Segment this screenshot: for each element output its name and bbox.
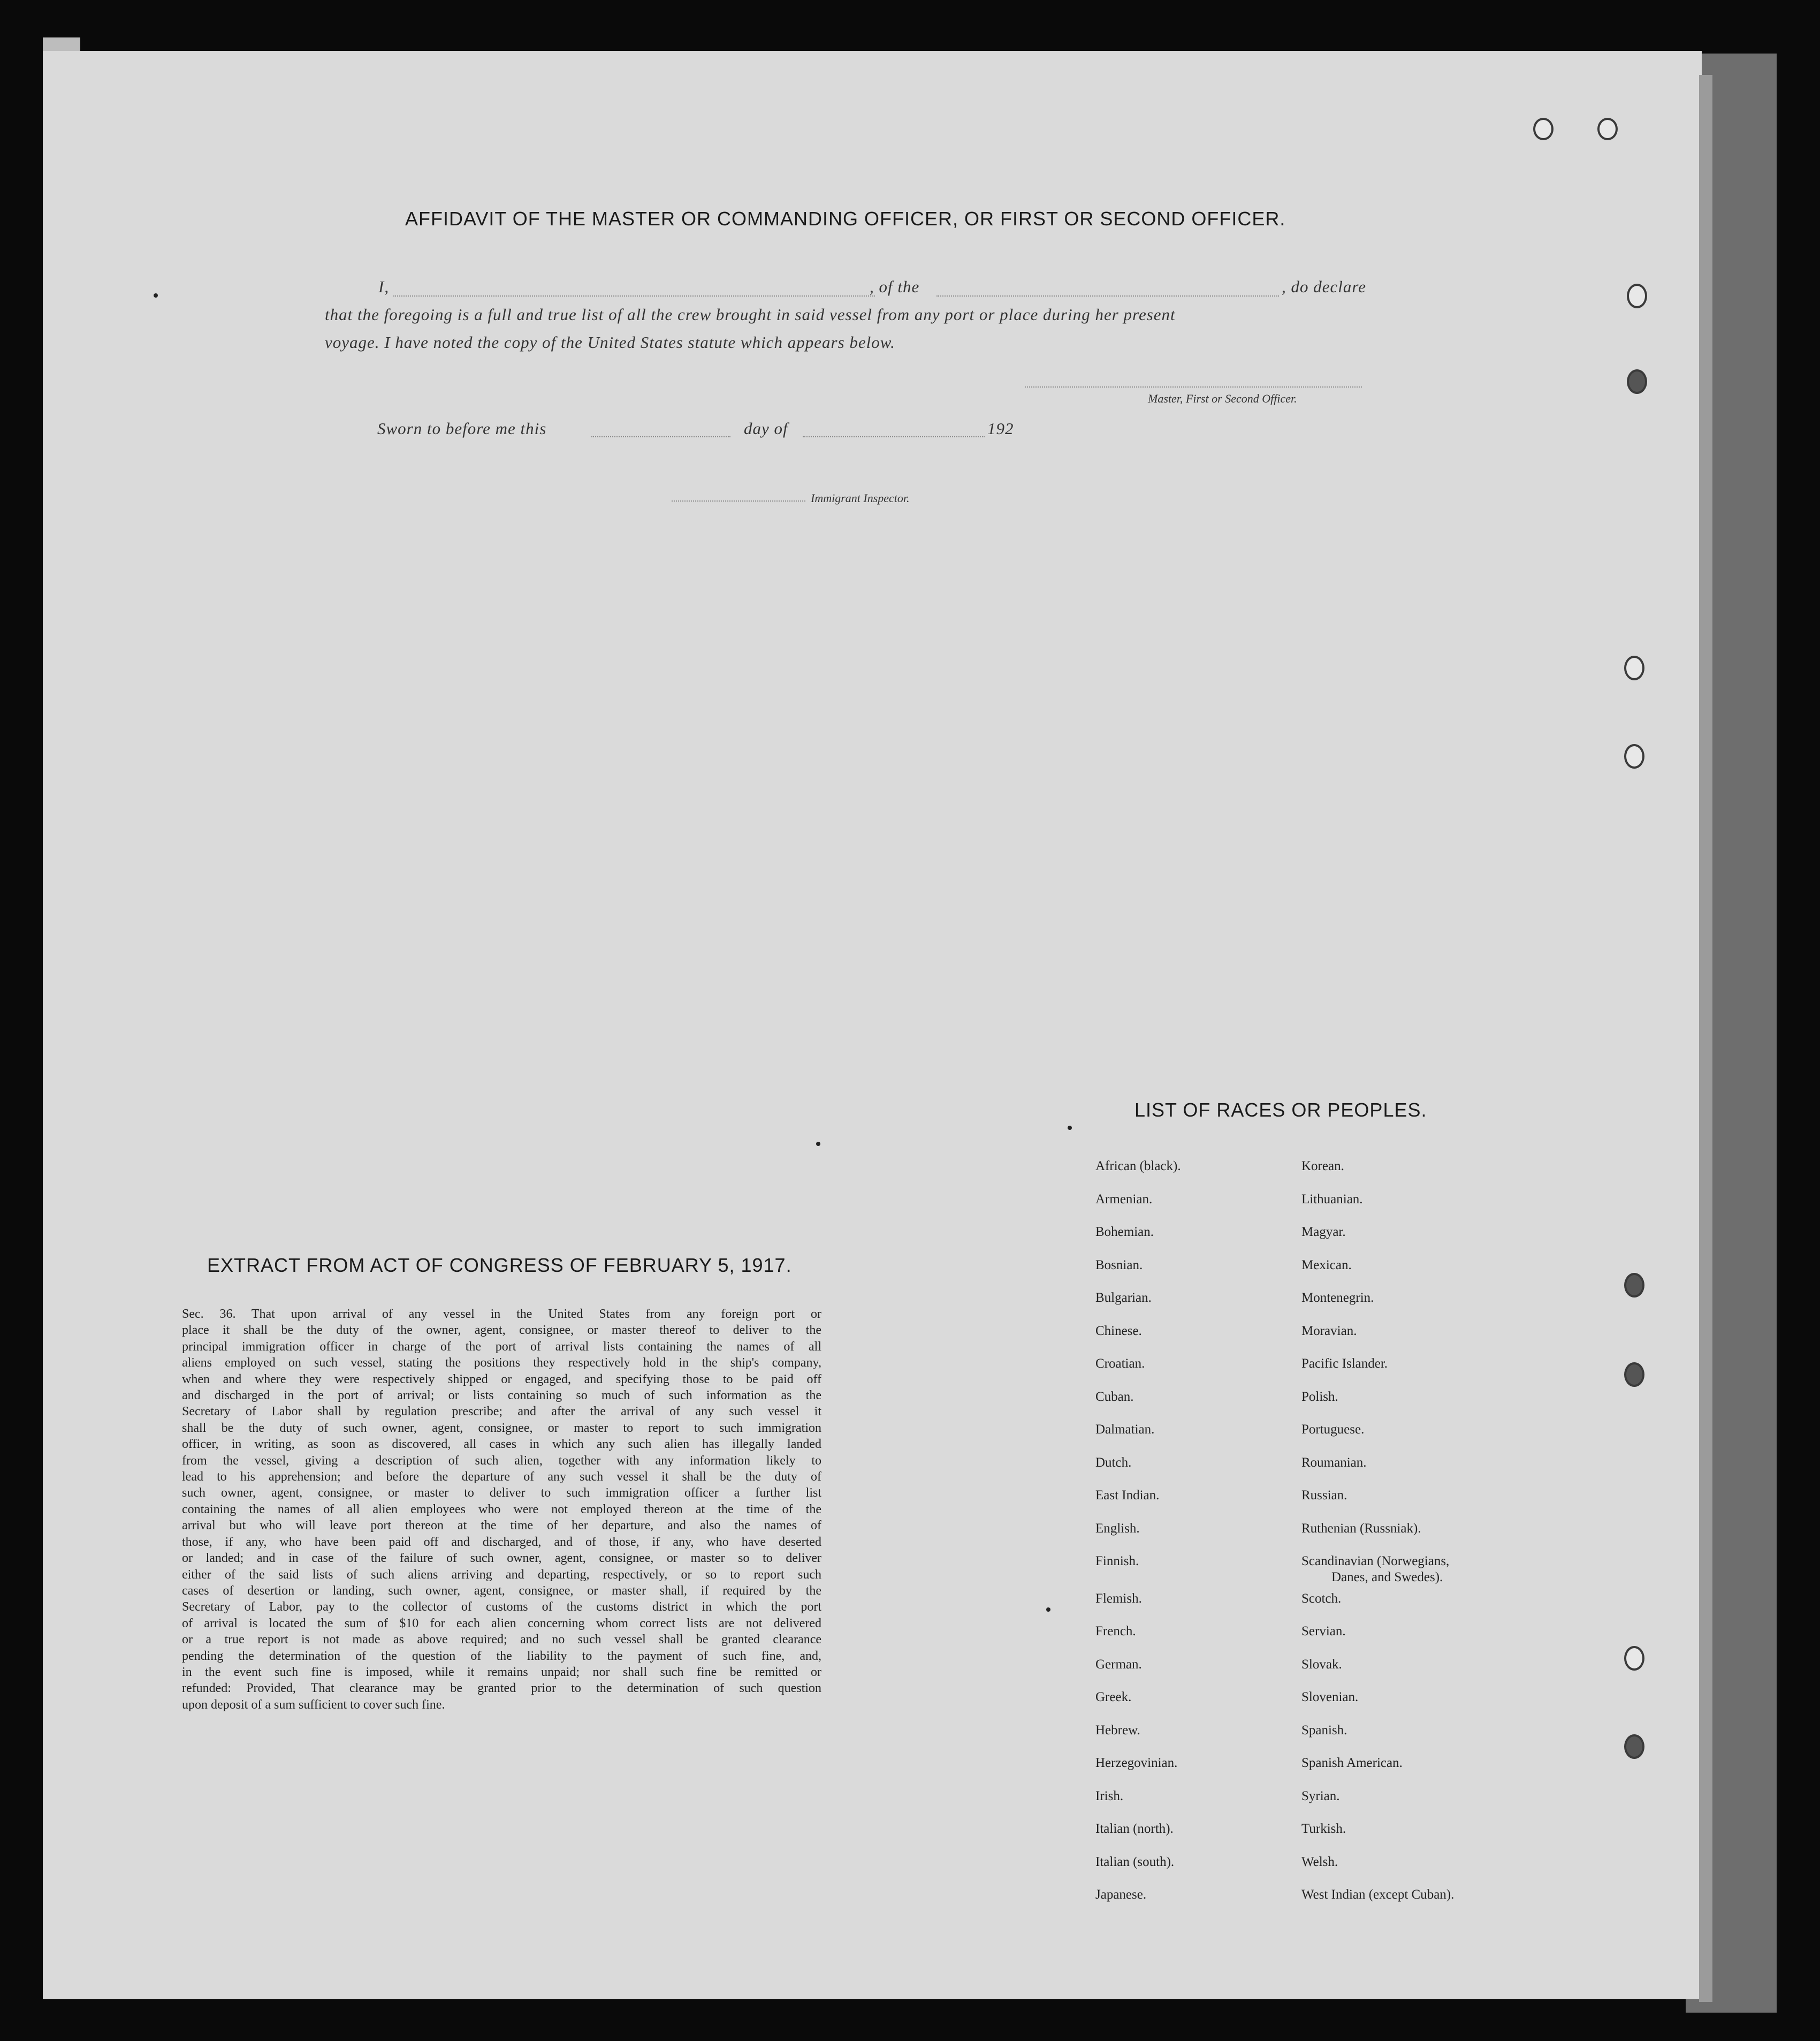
race-item: Hebrew.: [1095, 1723, 1140, 1737]
race-item: Bulgarian.: [1095, 1291, 1152, 1305]
binder-hole: [1597, 118, 1618, 140]
extract-line: from the vessel, giving a description of such alien, together with any information likely to: [182, 1453, 821, 1468]
inspector-signature-blank[interactable]: [672, 500, 805, 502]
race-item: Lithuanian.: [1301, 1192, 1363, 1207]
extract-line: cases of desertion or landing, such owner, agent, consignee, or master shall, if required by the: [182, 1583, 821, 1598]
race-item: Pacific Islander.: [1301, 1356, 1388, 1371]
extract-line: those, if any, who have been paid off and discharged, and of those, if any, who have deserted: [182, 1535, 821, 1549]
day-blank[interactable]: [591, 436, 730, 437]
race-item: Polish.: [1301, 1389, 1338, 1404]
declaration-line-2: that the foregoing is a full and true list of all the crew brought in said vessel from any port or place during her present: [325, 305, 1176, 324]
race-item: Croatian.: [1095, 1356, 1145, 1371]
ink-spot: [1068, 1126, 1072, 1130]
extract-line: shall be the duty of such owner, agent, consignee, or master to report to such immigration: [182, 1421, 821, 1435]
affidavit-title: AFFIDAVIT OF THE MASTER OR COMMANDING OFFICER, OR FIRST OR SECOND OFFICER.: [405, 208, 1286, 230]
extract-line: and discharged in the port of arrival; or lists containing so much of such information as the: [182, 1389, 821, 1403]
declaration-i: I,: [378, 277, 390, 296]
sworn-text: Sworn to before me this: [377, 419, 547, 438]
race-item: Finnish.: [1095, 1554, 1139, 1568]
year-prefix: 192: [987, 419, 1014, 438]
race-item: Danes, and Swedes).: [1331, 1570, 1443, 1584]
extract-line: of arrival is located the sum of $10 for each alien concerning whom correct lists are not delivered: [182, 1616, 821, 1630]
day-of-text: day of: [744, 419, 788, 438]
ink-spot: [1046, 1607, 1050, 1612]
race-item: Armenian.: [1095, 1192, 1153, 1207]
extract-title: EXTRACT FROM ACT OF CONGRESS OF FEBRUARY 5, 1917.: [207, 1254, 792, 1276]
binder-hole: [1533, 118, 1554, 140]
race-item: Italian (south).: [1095, 1854, 1175, 1869]
race-item: Portuguese.: [1301, 1422, 1365, 1437]
race-item: Russian.: [1301, 1488, 1347, 1503]
extract-line: lead to his apprehension; and before the departure of any such vessel it shall be the duty of: [182, 1470, 821, 1484]
binder-hole: [1624, 656, 1644, 680]
race-item: Welsh.: [1301, 1854, 1338, 1869]
race-item: West Indian (except Cuban).: [1301, 1887, 1455, 1902]
race-item: Spanish.: [1301, 1723, 1347, 1737]
race-item: Moravian.: [1301, 1323, 1357, 1338]
race-item: Slovak.: [1301, 1657, 1342, 1672]
race-item: Syrian.: [1301, 1788, 1340, 1803]
binder-hole: [1624, 744, 1644, 769]
race-item: Dalmatian.: [1095, 1422, 1155, 1437]
race-item: Irish.: [1095, 1788, 1124, 1803]
extract-text: [182, 1306, 821, 1713]
race-item: Mexican.: [1301, 1257, 1352, 1272]
extract-line: pending the determination of the question of the liability to the payment of such fine, and,: [182, 1649, 821, 1663]
extract-line: or a true report is not made as above required; and no such vessel shall be granted clearance: [182, 1633, 821, 1647]
race-item: Korean.: [1301, 1159, 1344, 1173]
race-item: Herzegovinian.: [1095, 1756, 1178, 1770]
race-item: Bosnian.: [1095, 1257, 1143, 1272]
race-item: Cuban.: [1095, 1389, 1134, 1404]
extract-line: place it shall be the duty of the owner, agent, consignee, or master thereof to deliver to the: [182, 1323, 821, 1338]
race-item: African (black).: [1095, 1159, 1181, 1173]
month-blank[interactable]: [803, 436, 985, 437]
ink-spot: [816, 1142, 820, 1146]
extract-line: principal immigration officer in charge of the port of arrival lists containing the names of all: [182, 1339, 821, 1354]
race-item: Scandinavian (Norwegians,: [1301, 1554, 1450, 1568]
binder-hole: [1624, 1362, 1644, 1387]
extract-line: containing the names of all alien employees who were not employed thereon at the time of the: [182, 1502, 821, 1516]
race-item: Bohemian.: [1095, 1225, 1154, 1239]
extract-line: such owner, agent, consignee, or master to deliver to such immigration officer a further list: [182, 1486, 821, 1500]
race-item: Japanese.: [1095, 1887, 1147, 1902]
declaration-do-declare: , do declare: [1282, 277, 1367, 296]
extract-line: arrival but who will leave port thereon at the time of her departure, and also the names of: [182, 1519, 821, 1533]
name-blank[interactable]: [393, 295, 875, 297]
races-title: LIST OF RACES OR PEOPLES.: [1134, 1099, 1427, 1121]
binder-hole: [1624, 1646, 1644, 1671]
extract-line: either of the said lists of such aliens arriving and departing, respectively, or so to report such: [182, 1567, 821, 1582]
master-caption: Master, First or Second Officer.: [1148, 392, 1297, 405]
race-item: German.: [1095, 1657, 1142, 1672]
inspector-caption: Immigrant Inspector.: [811, 491, 910, 505]
extract-line: or landed; and in case of the failure of such owner, agent, consignee, or master so to deliver: [182, 1551, 821, 1566]
race-item: Spanish American.: [1301, 1756, 1403, 1770]
race-item: Italian (north).: [1095, 1822, 1174, 1836]
vessel-blank[interactable]: [936, 295, 1279, 297]
race-item: Montenegrin.: [1301, 1291, 1374, 1305]
binder-hole: [1627, 284, 1647, 308]
extract-line: when and where they were respectively shipped or engaged, and specifying those to be paid off: [182, 1372, 821, 1386]
race-item: Slovenian.: [1301, 1690, 1359, 1704]
extract-line: aliens employed on such vessel, stating the positions they respectively hold in the ship's company,: [182, 1356, 821, 1370]
extract-line: officer, in writing, as soon as discovered, all cases in which any such alien has illegally landed: [182, 1437, 821, 1452]
extract-line: refunded: Provided, That clearance may be granted prior to the determination of such question: [182, 1681, 821, 1696]
race-item: Scotch.: [1301, 1591, 1342, 1606]
binder-hole: [1627, 369, 1647, 394]
race-item: Chinese.: [1095, 1323, 1142, 1338]
master-signature-blank[interactable]: [1025, 386, 1362, 388]
extract-line: upon deposit of a sum sufficient to cover such fine.: [182, 1697, 445, 1712]
declaration-of-the: , of the: [870, 277, 920, 296]
race-item: Magyar.: [1301, 1225, 1346, 1239]
race-item: English.: [1095, 1521, 1140, 1536]
ink-spot: [154, 293, 158, 298]
race-item: Greek.: [1095, 1690, 1132, 1704]
binder-hole: [1624, 1273, 1644, 1298]
race-item: Ruthenian (Russniak).: [1301, 1521, 1421, 1536]
race-item: Turkish.: [1301, 1822, 1346, 1836]
race-item: Flemish.: [1095, 1591, 1142, 1606]
extract-line: Sec. 36. That upon arrival of any vessel in the United States from any foreign port or: [182, 1307, 821, 1321]
binder-hole: [1624, 1734, 1644, 1759]
race-item: East Indian.: [1095, 1488, 1160, 1503]
race-item: Roumanian.: [1301, 1455, 1367, 1470]
race-item: Servian.: [1301, 1624, 1346, 1638]
race-item: French.: [1095, 1624, 1136, 1638]
page-edge: [1699, 75, 1712, 2002]
extract-line: Secretary of Labor, pay to the collector of customs of the customs district in which the port: [182, 1600, 821, 1614]
extract-line: in the event such fine is imposed, while it remains unpaid; nor shall such fine be remitted or: [182, 1665, 821, 1679]
declaration-line-3: voyage. I have noted the copy of the United States statute which appears below.: [325, 333, 895, 352]
race-item: Dutch.: [1095, 1455, 1132, 1470]
corner-tag: [43, 37, 80, 51]
extract-line: Secretary of Labor shall by regulation prescribe; and after the arrival of any such vessel it: [182, 1405, 821, 1419]
